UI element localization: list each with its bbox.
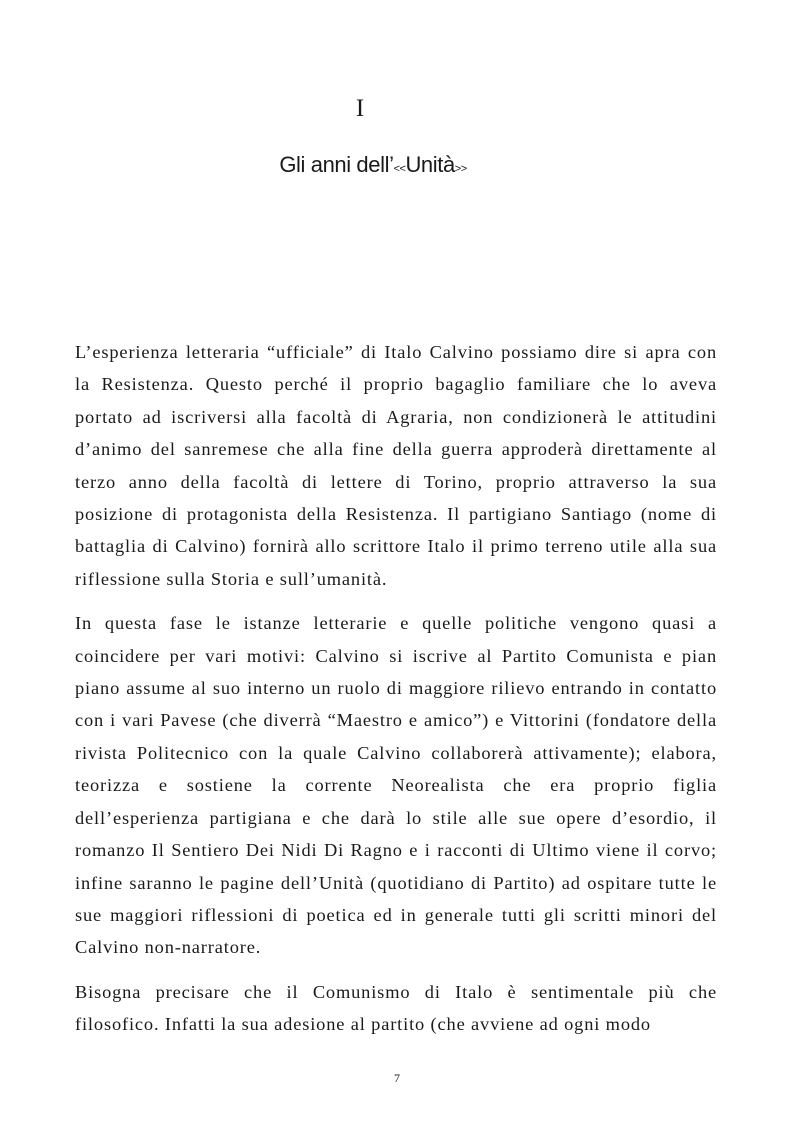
paragraph-2: In questa fase le istanze letterarie e quelle politiche vengono quasi a coincidere per vari motivi: Calvino si iscrive al Partito Comunista e pian piano assume al suo interno un ruolo di maggiore rilievo entrando in contatto con i vari Pavese (che diverrà “Maestro e amico”) e Vittorini (fondatore della rivista Politecnico con la quale Calvino collaborerà attivamente); elabora, teorizza e sostiene la corrente Neorealista che era proprio figlia dell’esperienza partigiana e che darà lo stile alle sue opere d’esordio, il romanzo Il Sentiero Dei Nidi Di Ragno e i racconti di Ultimo viene il corvo; infine saranno le pagine dell’Unità (quotidiano di Partito) ad ospitare tutte le sue maggiori riflessioni di poetica ed in generale tutti gli scritti minori del Calvino non-narratore.: [75, 613, 717, 958]
paragraph-3: Bisogna precisare che il Comunismo di Italo è sentimentale più che filosofico. Infatti la sua adesione al partito (che avviene ad ogni modo: [75, 981, 717, 1035]
chapter-title-word: Unità: [405, 152, 455, 177]
page-number: 7: [394, 1071, 400, 1085]
open-guillemet: <<: [393, 163, 406, 175]
body-text: [75, 336, 717, 1053]
close-guillemet: >>: [454, 163, 467, 175]
chapter-number: I: [355, 95, 365, 122]
paragraph-1: L’esperienza letteraria “ufficiale” di Italo Calvino possiamo dire si apra con la Resistenza. Questo perché il proprio bagaglio familiare che lo aveva portato ad iscriversi alla facoltà di Agraria, non condizionerà le attitudini d’animo del sanremese che alla fine della guerra approderà direttamente al terzo anno della facoltà di lettere di Torino, proprio attraverso la sua posizione di protagonista della Resistenza. Il partigiano Santiago (nome di battaglia di Calvino) fornirà allo scrittore Italo il primo terreno utile alla sua riflessione sulla Storia e sull’umanità.: [75, 342, 717, 589]
chapter-title-main: Gli anni dell’: [279, 152, 394, 177]
chapter-title: [0, 150, 746, 184]
